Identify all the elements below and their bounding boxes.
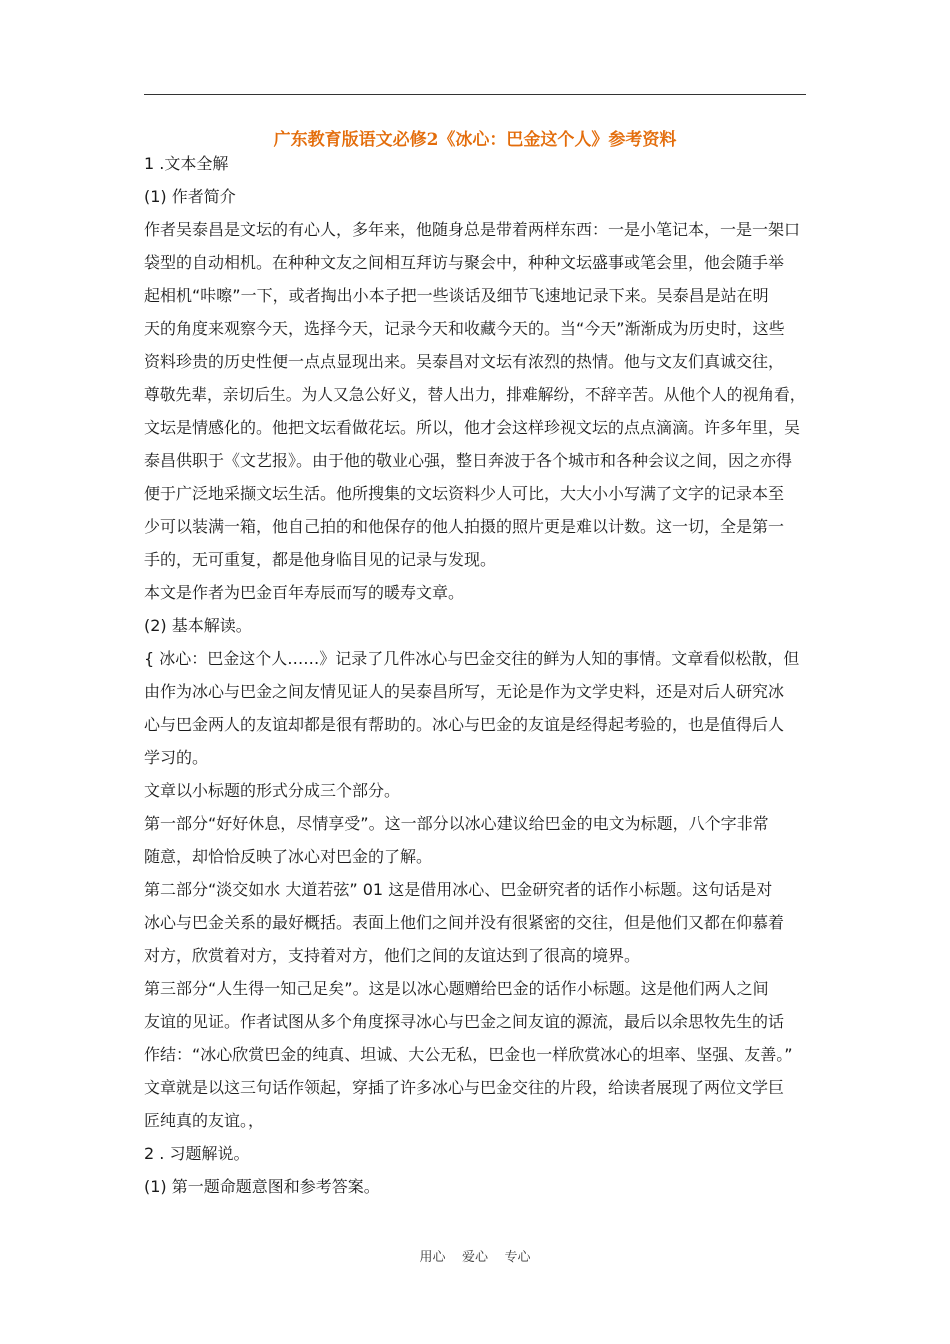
text-line: 由作为冰心与巴金之间友情见证人的吴泰昌所写，无论是作为文学史料，还是对后人研究冰 <box>144 682 785 701</box>
text-line: 起相机“咔嚓”一下，或者掏出小本子把一些谈话及细节飞速地记录下来。吴泰昌是站在明 <box>144 286 769 305</box>
text-line: 袋型的自动相机。在种种文友之间相互拜访与聚会中，种种文坛盛事或笔会里，他会随手举 <box>144 253 785 272</box>
text-line: 第一部分“好好休息，尽情享受”。这一部分以冰心建议给巴金的电文为标题，八个字非常 <box>144 814 769 833</box>
section-heading-exercises: 2 . 习题解说。 <box>144 1144 250 1163</box>
text-line: 天的角度来观察今天，选择今天，记录今天和收藏今天的。当“今天”渐渐成为历史时，这些 <box>144 319 785 338</box>
text-line: 文坛是情感化的。他把文坛看做花坛。所以，他才会这样珍视文坛的点点滴滴。许多年里，吴 <box>144 418 801 437</box>
text-line: 随意，却恰恰反映了冰心对巴金的了解。 <box>144 847 433 866</box>
subheading-question-one: (1) 第一题命题意图和参考答案。 <box>144 1177 380 1196</box>
text-line: 本文是作者为巴金百年寿辰而写的暖寿文章。 <box>144 583 465 602</box>
subheading-basic-reading: (2) 基本解读。 <box>144 616 252 635</box>
section-heading-text-analysis: 1 .文本全解 <box>144 154 229 173</box>
text-line: 友谊的见证。作者试图从多个角度探寻冰心与巴金之间友谊的源流，最后以余思牧先生的话 <box>144 1012 785 1031</box>
document-title: 广东教育版语文必修2《冰心：巴金这个人》参考资料 <box>273 130 677 150</box>
header-rule <box>144 94 806 95</box>
text-line: 学习的。 <box>144 748 209 767</box>
text-line: 第三部分“人生得一知己足矣”。这是以冰心题赠给巴金的话作小标题。这是他们两人之间 <box>144 979 769 998</box>
text-line: 少可以装满一箱，他自己拍的和他保存的他人拍摄的照片更是难以计数。这一切，全是第一 <box>144 517 785 536</box>
page-footer: 用心 爱心 专心 <box>419 1250 531 1265</box>
text-line: 便于广泛地采撷文坛生活。他所搜集的文坛资料少人可比，大大小小写满了文字的记录本至 <box>144 484 785 503</box>
text-line: 作结：“冰心欣赏巴金的纯真、坦诚、大公无私，巴金也一样欣赏冰心的坦率、坚强、友善。” <box>144 1045 793 1064</box>
text-line: 对方，欣赏着对方，支持着对方，他们之间的友谊达到了很高的境界。 <box>144 946 641 965</box>
text-line: 文章就是以这三句话作领起，穿插了许多冰心与巴金交往的片段，给读者展现了两位文学巨 <box>144 1078 785 1097</box>
text-line: 尊敬先辈，亲切后生。为人又急公好义，替人出力，排难解纷，不辞辛苦。从他个人的视角看， <box>144 385 806 404</box>
subheading-author-intro: (1) 作者简介 <box>144 187 236 206</box>
document-body <box>144 147 806 1203</box>
text-line: 泰昌供职于《文艺报》。由于他的敬业心强，整日奔波于各个城市和各种会议之间，因之亦得 <box>144 451 793 470</box>
text-line: 心与巴金两人的友谊却都是很有帮助的。冰心与巴金的友谊是经得起考验的，也是值得后人 <box>144 715 785 734</box>
text-line: 手的，无可重复，都是他身临目见的记录与发现。 <box>144 550 497 569</box>
text-line: 文章以小标题的形式分成三个部分。 <box>144 781 401 800</box>
text-line: 匠纯真的友谊。， <box>144 1111 265 1130</box>
text-line: 第二部分“淡交如水 大道若弦” 01 这是借用冰心、巴金研究者的话作小标题。这句话是对 <box>144 880 773 899</box>
text-line: { 冰心：巴金这个人……》记录了几件冰心与巴金交往的鲜为人知的事情。文章看似松散，但 <box>144 649 800 668</box>
text-line: 作者吴泰昌是文坛的有心人，多年来，他随身总是带着两样东西：一是小笔记本，一是一架口 <box>144 220 801 239</box>
text-line: 冰心与巴金关系的最好概括。表面上他们之间并没有很紧密的交往，但是他们又都在仰慕着 <box>144 913 785 932</box>
text-line: 资料珍贵的历史性便一点点显现出来。吴泰昌对文坛有浓烈的热情。他与文友们真诚交往， <box>144 352 785 371</box>
